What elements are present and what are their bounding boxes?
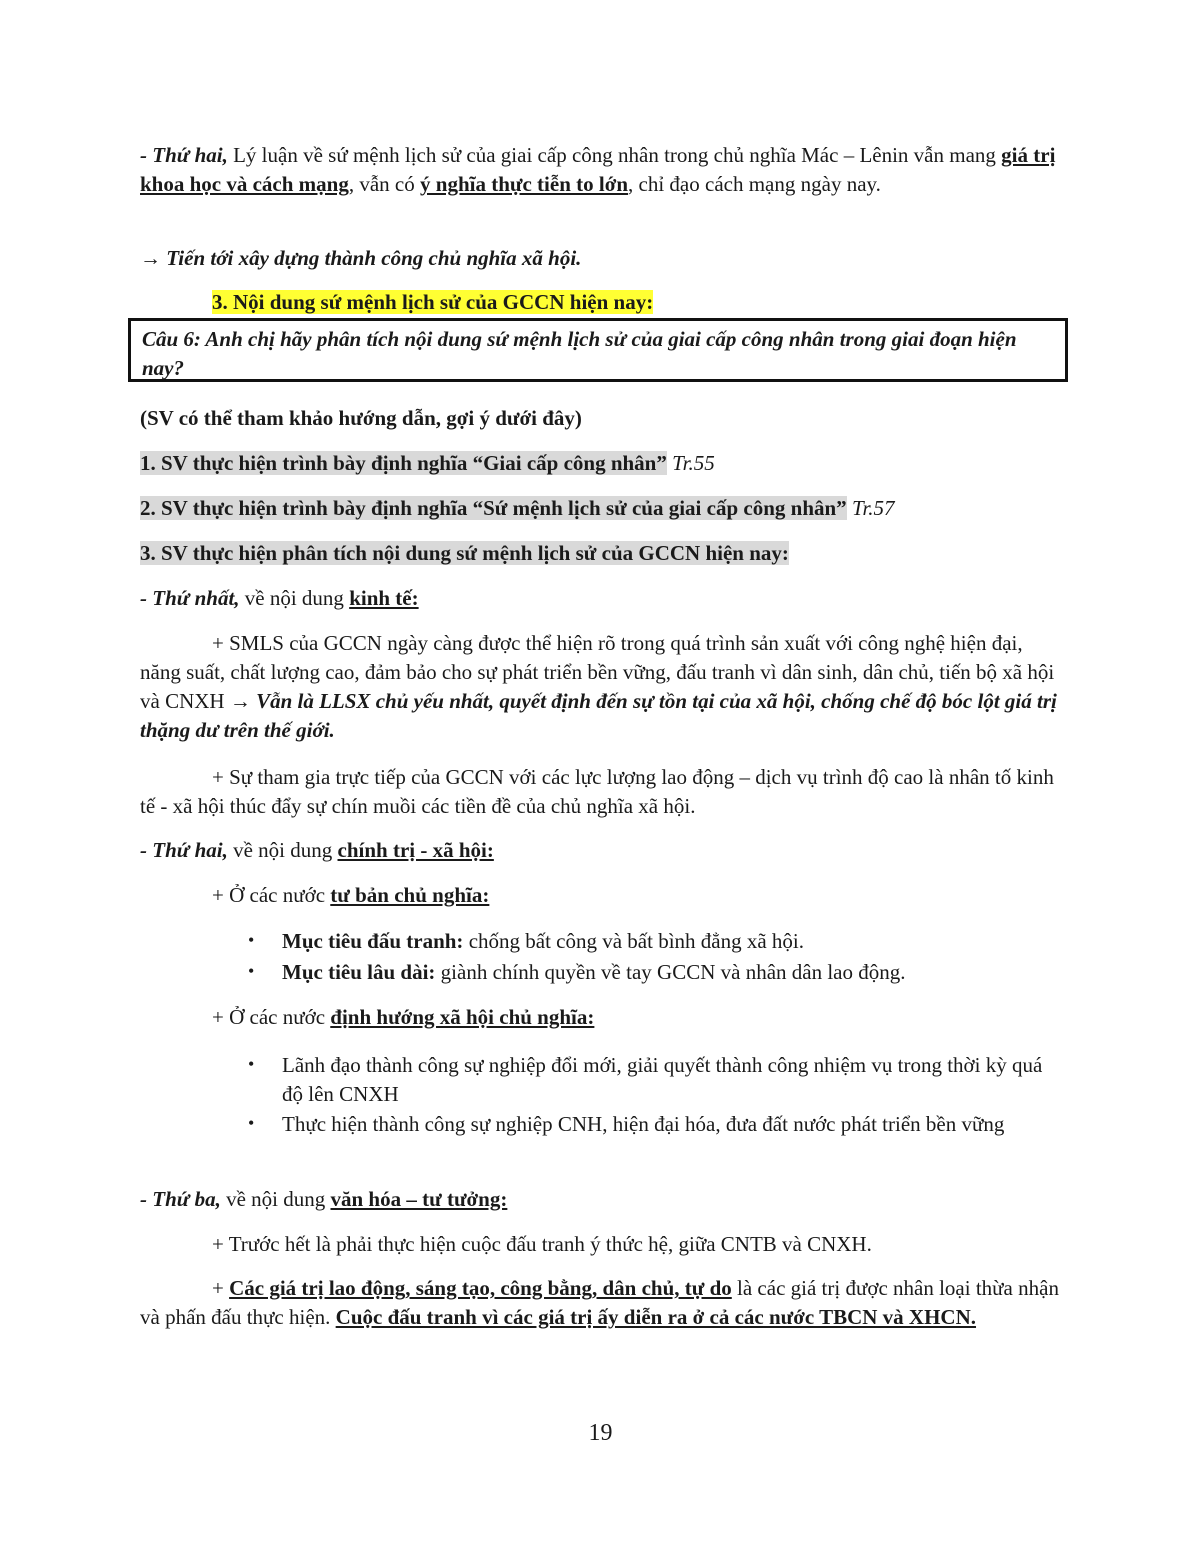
conclusion-arrow-line: → Tiến tới xây dựng thành công chủ nghĩa xã hội. <box>140 246 582 270</box>
subsection-economic <box>140 584 1062 613</box>
text: giành chính quyền về tay GCCN và nhân dân lao động. <box>435 960 906 984</box>
text: + Ở các nước <box>212 883 331 907</box>
underlined-phrase: ý nghĩa thực tiễn to lớn <box>420 172 629 196</box>
economic-point-1 <box>140 629 1062 745</box>
bullet-icon: • <box>248 1113 255 1133</box>
lead-thu-nhat: - Thứ nhất, <box>140 586 240 610</box>
guide-item-text: 3. SV thực hiện phân tích nội dung sứ mệnh lịch sử của GCCN hiện nay: <box>140 541 789 565</box>
text: là các giá trị được nhân loại thừa nhận và phấn đấu thực hiện. <box>140 1276 1059 1329</box>
text: Lý luận về sứ mệnh lịch sử của giai cấp công nhân trong chủ nghĩa Mác – Lênin vẫn mang <box>227 143 1002 167</box>
text: + <box>212 1276 230 1300</box>
text: về nội dung <box>227 838 338 862</box>
bullet-renovation: Lãnh đạo thành công sự nghiệp đổi mới, giải quyết thành công nhiệm vụ trong thời kỳ quá độ lên CNXH <box>282 1053 1043 1106</box>
guide-item-2 <box>140 494 1062 523</box>
bullet-icon: • <box>248 961 255 981</box>
bullet-icon: • <box>248 1054 255 1074</box>
emphasis-conclusion: Vẫn là LLSX chủ yếu nhất, quyết định đến sự tồn tại của xã hội, chống chế độ bóc lột giá trị thặng dư trên thế giới. <box>140 689 1057 742</box>
text: + Ở các nước <box>212 1005 331 1029</box>
guide-item-text: 1. SV thực hiện trình bày định nghĩa “Giai cấp công nhân” <box>140 451 667 475</box>
underlined-topic: định hướng xã hội chủ nghĩa: <box>330 1005 595 1029</box>
underlined-values: Các giá trị lao động, sáng tạo, công bằng, dân chủ, tự do <box>229 1276 732 1300</box>
guide-item-text: 2. SV thực hiện trình bày định nghĩa “Sứ mệnh lịch sử của giai cấp công nhân” <box>140 496 847 520</box>
text: , vẫn có <box>348 172 421 196</box>
paragraph-thu-hai-intro <box>140 141 1062 199</box>
text: về nội dung <box>239 586 350 610</box>
underlined-topic: kinh tế: <box>349 586 419 610</box>
subsection-political <box>140 836 1062 865</box>
socialist-oriented-heading <box>212 1003 1062 1032</box>
text: về nội dung <box>220 1187 331 1211</box>
page-number: 19 <box>588 1420 613 1446</box>
bullet-label: Mục tiêu lâu dài: <box>282 960 436 984</box>
guide-item-1 <box>140 449 1062 478</box>
guide-item-3 <box>140 539 1062 568</box>
section-heading-3 <box>212 288 1062 317</box>
subsection-cultural <box>140 1185 1062 1214</box>
lead-thu-ba: - Thứ ba, <box>140 1187 221 1211</box>
bullet-long-term-goal <box>282 958 1052 987</box>
underlined-phrase: giá trị khoa học và cách mạng <box>140 143 1056 196</box>
page-reference: Tr.57 <box>846 496 895 520</box>
section-heading-text: 3. Nội dung sứ mệnh lịch sử của GCCN hiện nay: <box>212 290 654 314</box>
cultural-point-1: + Trước hết là phải thực hiện cuộc đấu tranh ý thức hệ, giữa CNTB và CNXH. <box>212 1232 872 1256</box>
economic-point-2: + Sự tham gia trực tiếp của GCCN với các lực lượng lao động – dịch vụ trình độ cao là nhân tố kinh tế - xã hội thúc đẩy sự chín muồi các tiền đề của chủ nghĩa xã hội. <box>140 765 1054 818</box>
text: , chỉ đạo cách mạng ngày nay. <box>628 172 881 196</box>
underlined-topic: tư bản chủ nghĩa: <box>330 883 490 907</box>
underlined-topic: chính trị - xã hội: <box>337 838 494 862</box>
cultural-point-2 <box>140 1274 1062 1332</box>
underlined-struggle: Cuộc đấu tranh vì các giá trị ấy diễn ra ở cả các nước TBCN và XHCN. <box>335 1305 977 1329</box>
question-box: Câu 6: Anh chị hãy phân tích nội dung sứ mệnh lịch sử của giai cấp công nhân trong giai đoạn hiện nay? <box>128 318 1068 382</box>
capitalist-countries-heading <box>212 881 1062 910</box>
bullet-struggle-goal <box>282 927 1052 956</box>
bullet-label: Mục tiêu đấu tranh: <box>282 929 464 953</box>
text: + SMLS của GCCN ngày càng được thể hiện rõ trong quá trình sản xuất với công nghệ hiện đại, năng suất, chất lượng cao, đảm bảo cho sự phát triển bền vững, đấu tranh vì dân sinh, dân chủ, tiến bộ xã hội và CNXH → <box>140 631 1055 713</box>
page-reference: Tr.55 <box>666 451 715 475</box>
lead-thu-hai: - Thứ hai, <box>140 143 228 167</box>
lead-thu-hai: - Thứ hai, <box>140 838 228 862</box>
bullet-industrialization: Thực hiện thành công sự nghiệp CNH, hiện đại hóa, đưa đất nước phát triển bền vững <box>282 1112 1005 1136</box>
bullet-icon: • <box>248 930 255 950</box>
text: chống bất công và bất bình đẳng xã hội. <box>463 929 805 953</box>
guidance-note: (SV có thể tham khảo hướng dẫn, gợi ý dưới đây) <box>140 406 582 430</box>
underlined-topic: văn hóa – tư tưởng: <box>330 1187 508 1211</box>
